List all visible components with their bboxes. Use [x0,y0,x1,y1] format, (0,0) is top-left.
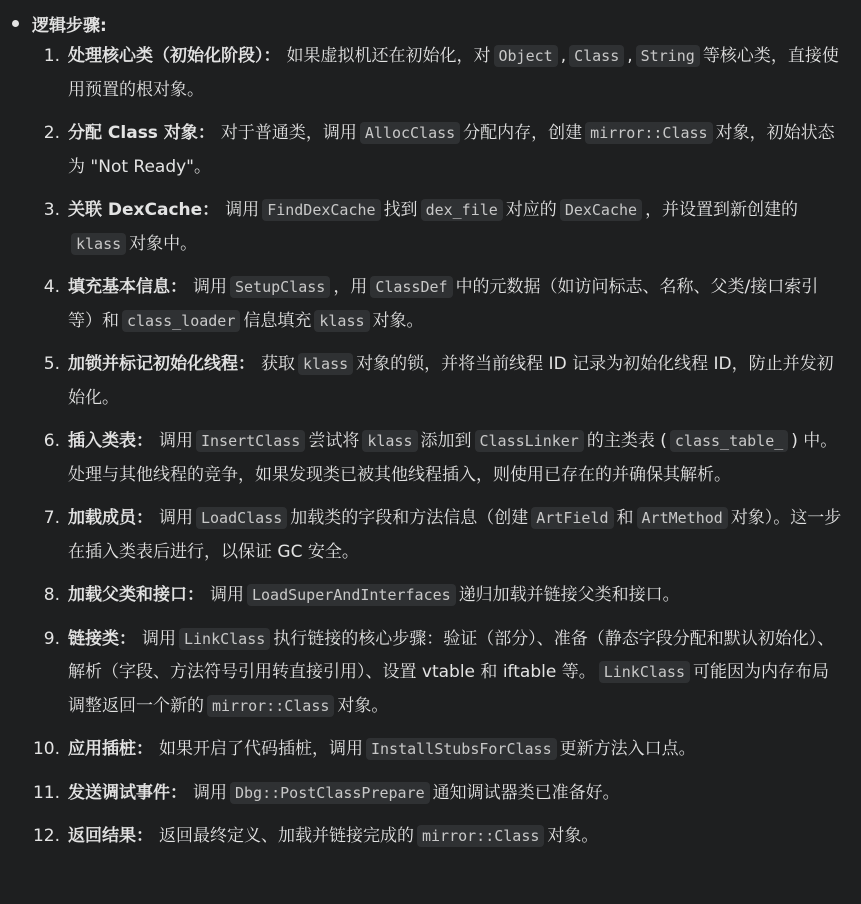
list-item [10,502,843,569]
step-text: 和 [616,508,634,528]
step-text: 获取 [261,354,295,374]
step-text: 对象。 [547,826,599,846]
step-number: 8. [43,585,60,605]
list-item [10,623,843,724]
step-text: 对象的锁，并将当前线程 ID 记录为初始化线程 ID，防止并发初始化。 [68,354,834,408]
inline-code: LinkClass [599,661,690,683]
step-text: ) 中。处理与其他线程的竞争，如果发现类已被其他线程插入，则使用已存在的并确保其解析。 [68,431,838,485]
inline-code: klass [362,430,417,452]
step-text: 如果开启了代码插桩，调用 [159,739,363,759]
step-number: 6. [43,431,60,451]
list-item [10,194,843,261]
inline-code: InsertClass [196,430,305,452]
inline-code: LinkClass [179,628,270,650]
step-text: 对象。 [337,695,389,716]
step-text: 更新方法入口点。 [559,739,696,759]
list-item [10,271,843,338]
step-title: 插入类表： [68,431,153,451]
inline-code: mirror::Class [585,122,712,144]
step-text: ，并设置到新创建的 [645,200,799,220]
step-text: 对于普通类，调用 [220,123,357,143]
inline-code: ClassDef [370,276,452,298]
inline-code: ArtField [531,507,613,529]
inline-code: SetupClass [230,276,330,298]
step-text: 信息填充 [243,310,312,331]
inline-code: ClassLinker [475,430,584,452]
step-text: 对象中。 [129,233,198,254]
inline-code: class_loader [122,310,240,332]
inline-code: klass [298,353,353,375]
inline-code: AllocClass [360,122,460,144]
step-number: 5. [43,354,60,374]
step-number: 11. [32,782,60,803]
step-text: 调用 [193,277,227,297]
step-text: 找到 [383,200,418,220]
step-text: 的主类表 ( [586,431,667,451]
step-text: 添加到 [420,431,472,451]
step-text: 递归加载并链接父类和接口。 [458,585,680,605]
step-text: 等核心类，直接使用预置的根对象。 [68,46,839,100]
step-title: 填充基本信息： [68,277,187,297]
step-text: 调用 [159,508,193,528]
step-title: 处理核心类（初始化阶段）： [68,46,281,66]
inline-code: Dbg::PostClassPrepare [230,782,430,804]
inline-code: dex_file [421,199,503,221]
inline-code: LoadClass [196,507,287,529]
step-text: , [627,46,633,66]
step-number: 1. [43,46,60,66]
inline-code: FindDexCache [262,199,380,221]
step-title: 分配 Class 对象： [68,123,215,143]
step-text: 通知调试器类已准备好。 [432,782,620,803]
inline-code: InstallStubsForClass [366,738,557,760]
inline-code: class_table_ [670,430,788,452]
step-text: 可能因为内存布局调整返回一个新的 [68,662,829,716]
inline-code: klass [71,233,126,255]
inline-code: LoadSuperAndInterfaces [247,584,456,606]
steps-list [10,40,843,854]
step-text: 调用 [210,585,244,605]
step-number: 2. [43,123,60,143]
section-heading [10,6,843,40]
inline-code: DexCache [560,199,642,221]
step-number: 12. [32,826,60,846]
inline-code: String [636,45,700,67]
heading-text: 逻辑步骤: [32,15,107,36]
step-title: 发送调试事件： [68,782,187,803]
step-text: 尝试将 [308,431,360,451]
step-title: 加载父类和接口： [68,585,204,605]
step-text: 返回最终定义、加载并链接完成的 [159,826,414,846]
step-text: , [560,46,567,66]
step-text: 调用 [225,200,260,220]
step-title: 加锁并标记初始化线程： [68,354,255,374]
step-title: 关联 DexCache： [68,200,220,220]
step-text: ，用 [333,277,368,297]
step-text: 调用 [142,628,176,649]
step-text: 对象。 [372,310,424,331]
list-item [10,733,843,767]
inline-code: Class [569,45,624,67]
inline-code: Object [494,45,558,67]
step-number: 10. [32,739,60,759]
inline-code: klass [314,310,369,332]
list-item [10,40,843,107]
step-text: 中的元数据（如访问标志、名称、父类/接口索引等）和 [68,277,819,331]
inline-code: ArtMethod [637,507,728,529]
step-number: 3. [43,200,60,220]
step-title: 返回结果： [68,826,153,846]
step-text: 执行链接的核心步骤：验证（部分）、准备（静态字段分配和默认初始化）、解析（字段、方法符号引用转直接引用）、设置 vtable 和 iftable 等。 [68,628,835,682]
list-item [10,579,843,613]
step-text: 对象）。这一步在插入类表后进行，以保证 GC 安全。 [68,508,842,562]
step-text: 调用 [193,782,227,803]
list-item [10,777,843,811]
step-number: 4. [43,277,60,297]
list-item [10,425,843,492]
step-text: 分配内存，创建 [463,123,583,143]
step-title: 应用插桩： [68,739,153,759]
inline-code: mirror::Class [417,825,544,847]
step-number: 9. [43,628,60,649]
step-text: 加载类的字段和方法信息（创建 [290,508,529,528]
step-title: 加载成员： [68,508,153,528]
list-item [10,117,843,184]
step-title: 链接类： [68,628,136,649]
list-item [10,348,843,415]
step-text: 对象，初始状态为 "Not Ready"。 [68,123,835,177]
step-number: 7. [43,508,60,528]
inline-code: mirror::Class [207,695,334,717]
bullet-icon [12,20,19,27]
step-text: 如果虚拟机还在初始化，对 [286,46,491,66]
step-text: 调用 [159,431,193,451]
step-text: 对应的 [505,200,557,220]
list-item [10,820,843,854]
